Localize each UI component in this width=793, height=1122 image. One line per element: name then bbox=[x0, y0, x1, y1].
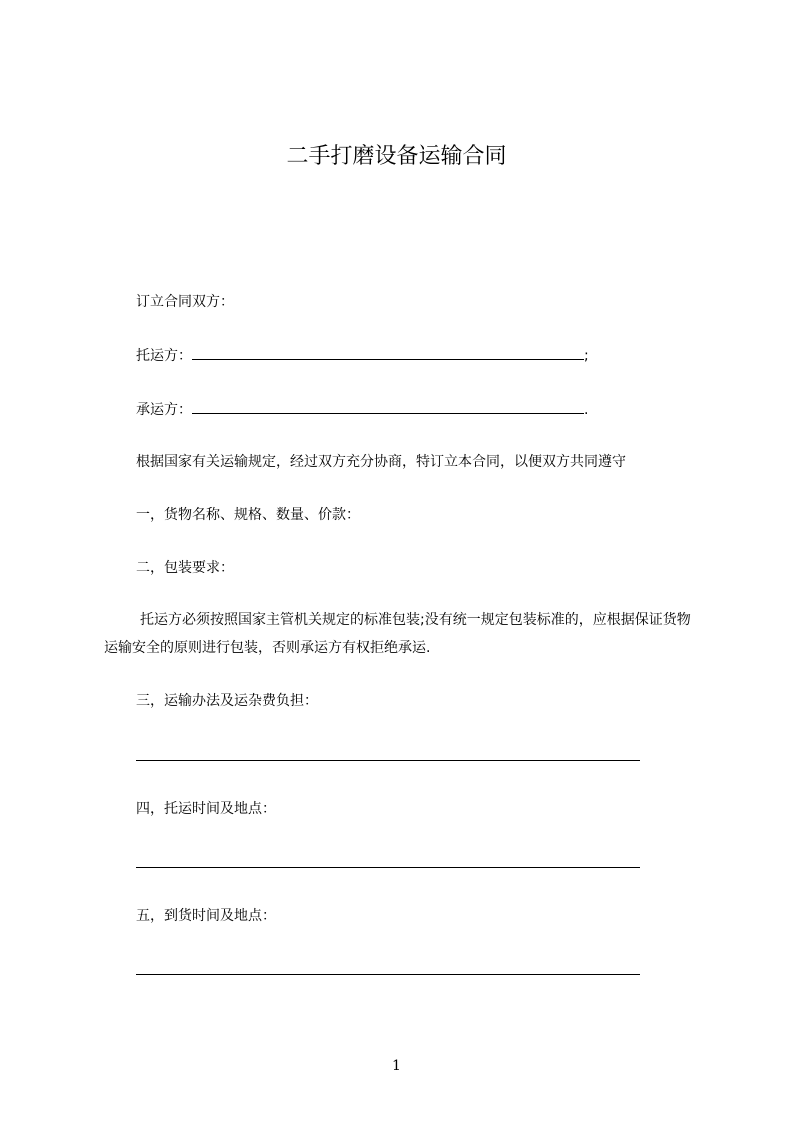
parties-heading: 订立合同双方： bbox=[136, 294, 234, 310]
section-2-heading: 二，包装要求： bbox=[136, 560, 234, 576]
shipper-line bbox=[136, 345, 589, 366]
section-1-heading: 一，货物名称、规格、数量、价款： bbox=[136, 507, 360, 523]
carrier-blank bbox=[192, 399, 584, 414]
section-5-heading: 五，到货时间及地点： bbox=[136, 908, 276, 924]
shipper-blank bbox=[192, 345, 584, 360]
section-5-blank-line bbox=[136, 974, 640, 975]
preamble: 根据国家有关运输规定，经过双方充分协商，特订立本合同，以便双方共同遵守 bbox=[136, 454, 626, 470]
shipper-label: 托运方： bbox=[136, 348, 192, 364]
carrier-end: . bbox=[584, 402, 589, 418]
carrier-label: 承运方： bbox=[136, 402, 192, 418]
shipper-end: ; bbox=[584, 348, 589, 364]
section-2-body-text: 托运方必须按照国家主管机关规定的标准包装;没有统一规定包装标准的，应根据保证货物运输安全的原则进行包装，否则承运方有权拒绝承运. bbox=[104, 612, 691, 656]
section-3-blank-line bbox=[136, 760, 640, 761]
page-number: 1 bbox=[392, 1058, 401, 1074]
section-3-heading: 三，运输办法及运杂费负担： bbox=[136, 693, 318, 709]
carrier-line bbox=[136, 399, 588, 420]
section-4-blank-line bbox=[136, 867, 640, 868]
section-2-body bbox=[104, 606, 700, 662]
document-title: 二手打磨设备运输合同 bbox=[286, 144, 507, 169]
section-4-heading: 四，托运时间及地点： bbox=[136, 801, 276, 817]
